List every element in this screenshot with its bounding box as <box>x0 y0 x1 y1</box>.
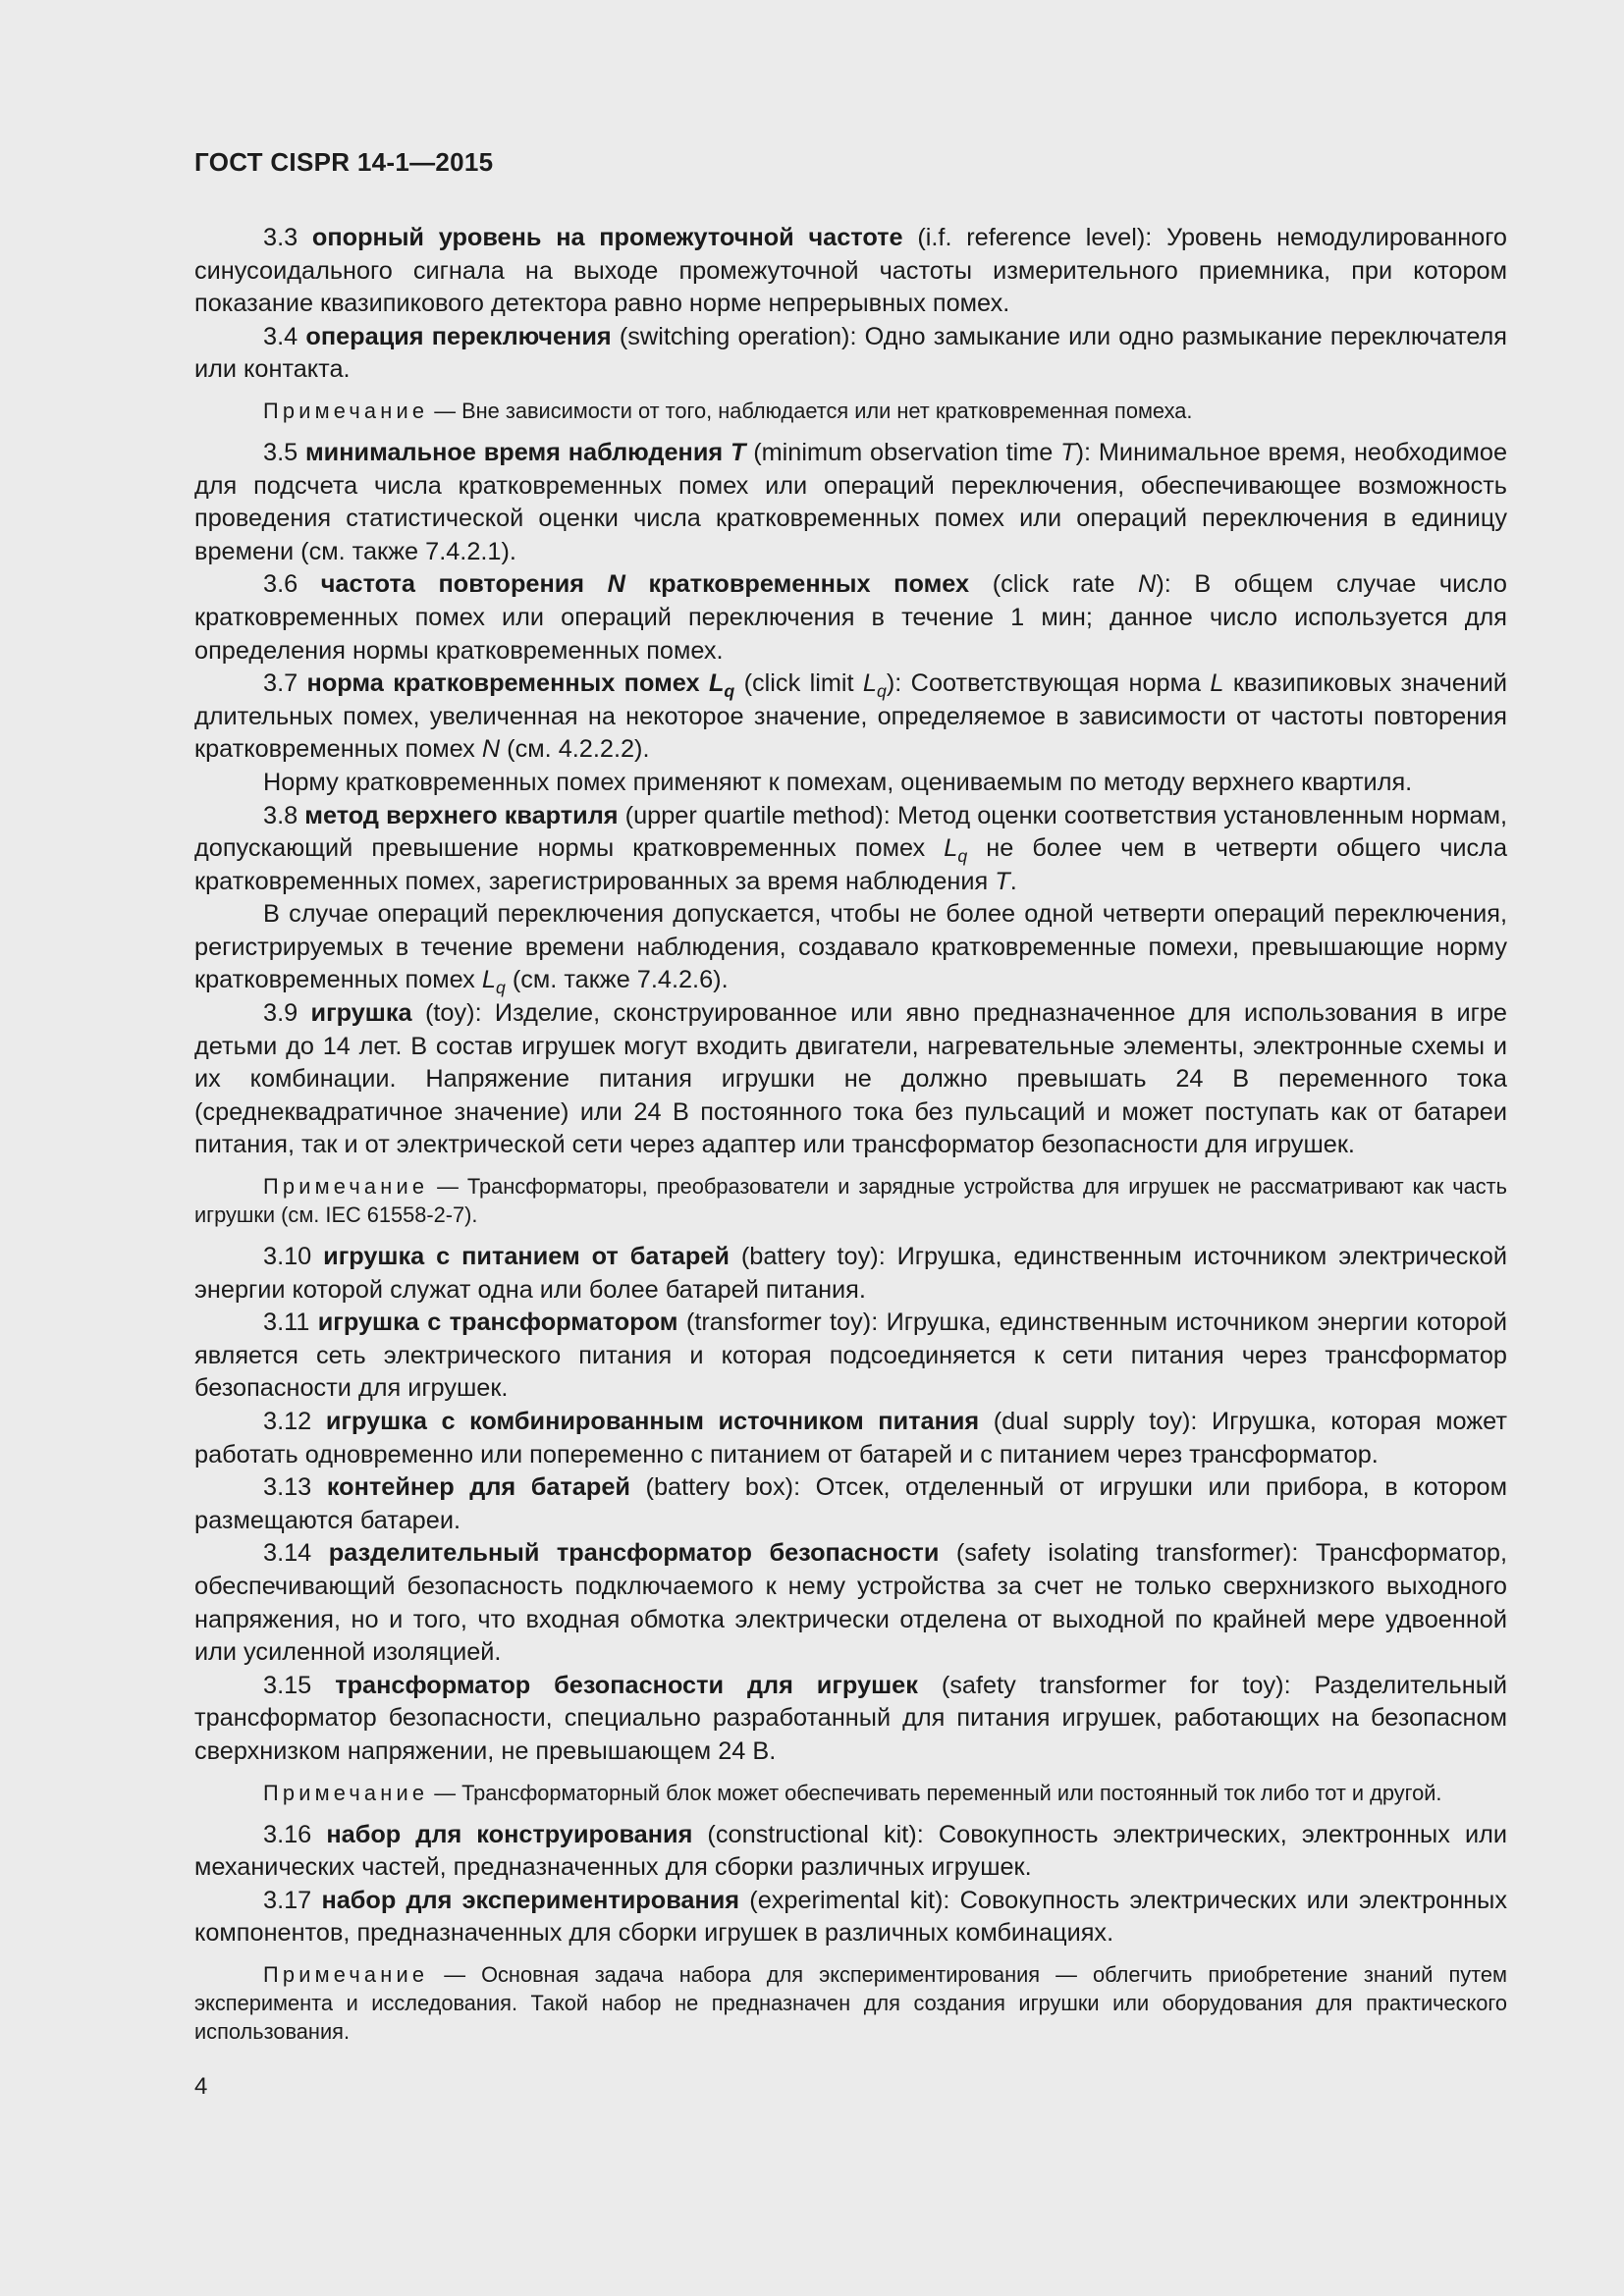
term-name: разделительный трансформатор безопасности <box>328 1539 940 1568</box>
term-3-12: 3.12 игрушка с комбинированным источником питания (dual supply toy): Игрушка, которая может работать одновременно или попеременно с питанием от батарей и с питанием через трансформатор. <box>194 1408 1507 1468</box>
paragraph: Норму кратковременных помех применяют к помехам, оцениваемым по методу верхнего квартиля. <box>263 768 1413 796</box>
term-3-7: 3.7 норма кратковременных помех $L_q$ (click limit $L_q$): Соответствующая норма L квазипиковых значений длительных помех, увеличенная на некоторое значение, определяемое в зависимости от частоты повторения кратковременных помех N (см. 4.2.2.2). <box>194 669 1508 764</box>
term-name: метод верхнего квартиля <box>304 801 619 829</box>
page-number: 4 <box>194 2073 208 2100</box>
term-3-16: 3.16 набор для конструирования (constructional kit): Совокупность электрических, электронных или механических частей, предназначенных для сборки различных игрушек. <box>194 1820 1507 1882</box>
term-name: контейнер для батарей <box>326 1473 630 1502</box>
term-name: набор для конструирования <box>326 1820 693 1848</box>
term-name: опорный уровень на промежуточной частоте <box>311 224 903 251</box>
term-name: игрушка с питанием от батарей <box>323 1243 730 1271</box>
term-3-6: 3.6 частота повторения N кратковременных помех (click rate N): В общем случае число кратковременных помех или операций переключения в течение 1 мин; данное число используется для определения нормы кратковременных помех. <box>194 570 1507 665</box>
document-body <box>194 222 1507 2057</box>
note: Примечание — Трансформаторный блок может обеспечивать переменный или постоянный ток либо тот и другой. <box>263 1780 1442 1805</box>
term-name: минимальное время наблюдения T <box>304 438 746 466</box>
term-3-9: 3.9 игрушка (toy): Изделие, сконструированное или явно предназначенное для использования в игре детьми до 14 лет. В состав игрушек могут входить двигатели, нагревательные элементы, электронные схемы и их комбинации. Напряжение питания игрушки не должно превышать 24 В переменного тока (среднеквадратичное значение) или 24 В постоянного тока без пульсаций и может поступать как от батареи питания, так и от электрической сети через адаптер или трансформатор безопасности для игрушек. <box>194 999 1508 1159</box>
term-name: частота повторения N кратковременных помех <box>320 570 970 599</box>
term-name: игрушка с трансформатором <box>317 1308 678 1337</box>
term-3-11: 3.11 игрушка с трансформатором (transformer toy): Игрушка, единственным источником энергии которой является сеть электрического питания и которая подсоединяется к сети питания через трансформатор безопасности для игрушек. <box>194 1308 1507 1403</box>
term-name: операция переключения <box>305 322 612 350</box>
term-3-5: 3.5 минимальное время наблюдения T (minimum observation time T): Минимальное время, необходимое для подсчета числа кратковременных помех или операций переключения, обеспечивающее возможность проведения статистической оценки числа кратковременных помех или операций переключения в единицу времени (см. также 7.4.2.1). <box>194 438 1508 565</box>
term-name: норма кратковременных помех $L_q$ <box>306 669 735 702</box>
term-3-3: 3.3 опорный уровень на промежуточной частоте (i.f. reference level): Уровень немодулированного синусоидального сигнала на выходе промежуточной частоты измерительного приемника, при котором показание квазипикового детектора равно норме непрерывных помех. <box>194 224 1507 318</box>
term-name: набор для экспериментирования <box>321 1886 740 1914</box>
term-name: игрушка с комбинированным источником питания <box>325 1408 980 1435</box>
term-3-4: 3.4 операция переключения (switching operation): Одно замыкание или одно размыкание переключателя или контакта. <box>194 322 1508 384</box>
note: Примечание — Основная задача набора для экспериментирования — облегчить приобретение знаний путем эксперимента и исследования. Такой набор не предназначен для создания игрушки или оборудования для практического использования. <box>194 1961 1507 2044</box>
term-name: трансформатор безопасности для игрушек <box>335 1671 918 1699</box>
term-3-14: 3.14 разделительный трансформатор безопасности (safety isolating transformer): Трансформатор, обеспечивающий безопасность подключаемого к нему устройства за счет не только сверхнизкого выходного напряжения, но и того, что входная обмотка электрически отделена от выходной по крайней мере удвоенной или усиленной изоляцией. <box>194 1539 1507 1667</box>
term-3-13: 3.13 контейнер для батарей (battery box): Отсек, отделенный от игрушки или прибора, в котором размещаются батареи. <box>194 1473 1508 1534</box>
document-header: ГОСТ CISPR 14-1—2015 <box>194 147 494 177</box>
term-name: игрушка <box>310 999 412 1028</box>
term-3-8: 3.8 метод верхнего квартиля (upper quartile method): Метод оценки соответствия установленным нормам, допускающий превышение нормы кратковременных помех $L_q$ не более чем в четверти общего числа кратковременных помех, зарегистрированных за время наблюдения T. <box>194 801 1508 895</box>
term-3-17: 3.17 набор для экспериментирования (experimental kit): Совокупность электрических или электронных компонентов, предназначенных для сборки игрушек в различных комбинациях. <box>194 1886 1507 1948</box>
note: Примечание — Вне зависимости от того, наблюдается или нет кратковременная помеха. <box>263 398 1193 423</box>
term-3-10: 3.10 игрушка с питанием от батарей (battery toy): Игрушка, единственным источником электрической энергии которой служат одна или более батарей питания. <box>194 1243 1507 1304</box>
note: Примечание — Трансформаторы, преобразователи и зарядные устройства для игрушек не рассматривают как часть игрушки (см. IEC 61558-2-7). <box>194 1174 1507 1228</box>
term-3-15: 3.15 трансформатор безопасности для игрушек (safety transformer for toy): Разделительный трансформатор безопасности, специально разработанный для питания игрушек, работающих на безопасном сверхнизком напряжении, не превышающем 24 В. <box>194 1671 1508 1765</box>
paragraph: В случае операций переключения допускается, чтобы не более одной четверти операций переключения, регистрируемых в течение времени наблюдения, создавало кратковременные помехи, превышающие норму кратковременных помех $L_q$ (см. также 7.4.2.6). <box>194 900 1507 998</box>
